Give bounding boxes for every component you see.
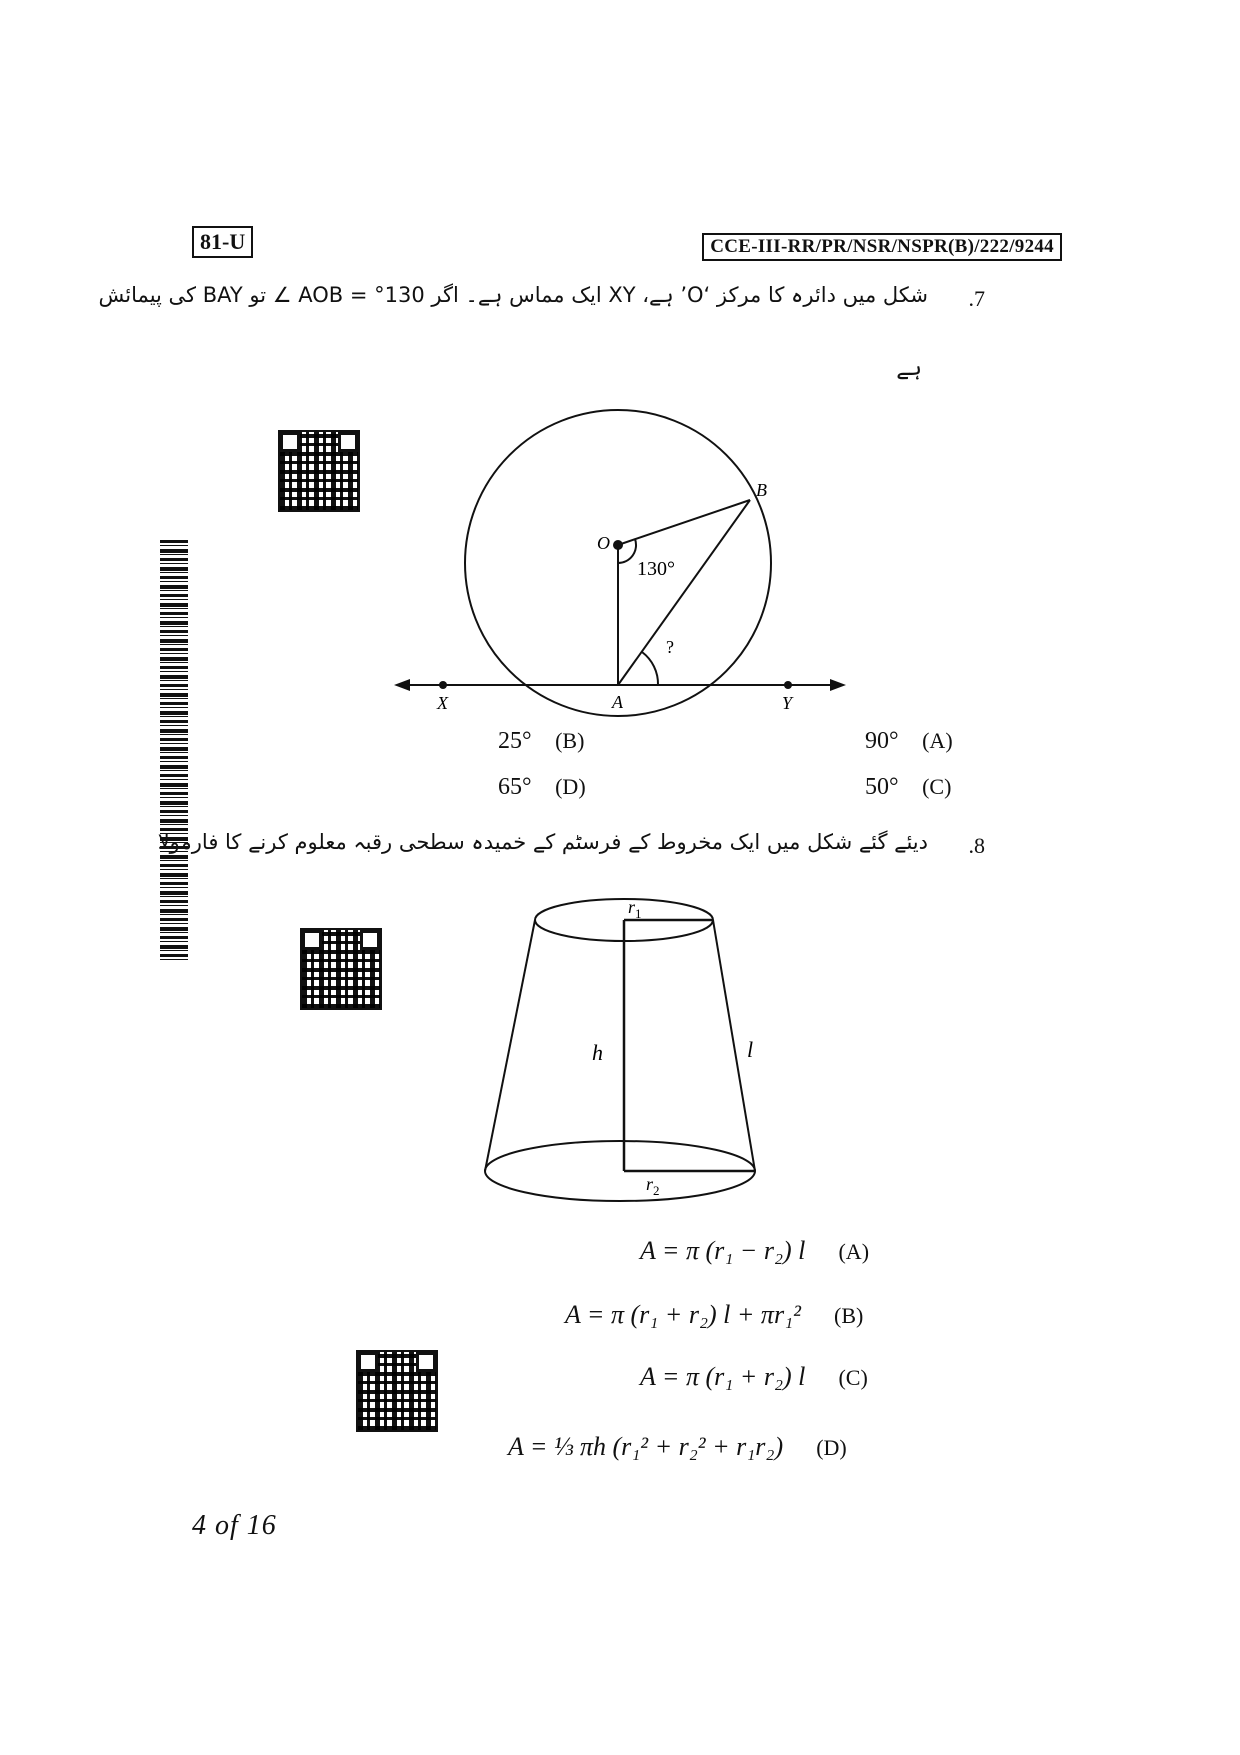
q7-option-c[interactable] — [865, 774, 951, 801]
label-r1: $r_1$ — [628, 897, 642, 921]
page-number: 4 of 16 — [192, 1510, 277, 1541]
q8-frustum-figure — [470, 885, 770, 1215]
q8-text: دیئے گئے شکل میں ایک مخروط کے فرسٹم کے خمیدہ سطحی رقبہ معلوم کرنے کا فارمولا — [157, 830, 928, 854]
q8-option-a-label: (A) — [838, 1239, 870, 1264]
label-unknown-angle: ? — [666, 637, 674, 657]
left-slant-side — [485, 920, 535, 1171]
label-y: Y — [782, 693, 793, 713]
q7-option-d[interactable] — [498, 774, 586, 801]
label-h: h — [592, 1040, 603, 1065]
q8-option-b-label: (B) — [834, 1303, 864, 1328]
q7-circle-figure — [380, 395, 860, 725]
centre-o — [613, 540, 623, 550]
chord-ab — [618, 500, 750, 685]
q7-option-a[interactable] — [865, 728, 953, 755]
q8-option-a[interactable] — [640, 1236, 869, 1266]
q7-option-b[interactable] — [498, 728, 584, 755]
label-x: X — [437, 693, 448, 713]
q7-option-d-label: (D) — [555, 774, 586, 799]
q7-option-b-value: 25° — [498, 728, 532, 754]
radius-ob — [618, 500, 750, 545]
label-a: A — [612, 692, 623, 712]
paper-code: 81-U — [192, 226, 253, 258]
q8-option-d-label: (D) — [816, 1435, 847, 1460]
q8-option-a-formula: A = π (r₁ − r₂) l — [640, 1236, 806, 1265]
q7-text-line1: شکل میں دائرہ کا مرکز ‘O’ ہے، XY ایک مماس ہے۔ اگر 130° = AOB ∠ تو BAY کی پیمائش — [98, 283, 928, 307]
qr-code-2 — [302, 930, 380, 1008]
q8-number: .8 — [968, 833, 985, 858]
point-y — [784, 681, 792, 689]
q8-option-d[interactable] — [508, 1432, 847, 1462]
label-r2: $r_2$ — [646, 1174, 660, 1198]
label-o: O — [597, 533, 610, 553]
q8-option-c-label: (C) — [838, 1365, 868, 1390]
q7-option-c-value: 50° — [865, 774, 899, 800]
point-x — [439, 681, 447, 689]
q7-option-a-label: (A) — [922, 728, 953, 753]
q7-option-a-value: 90° — [865, 728, 899, 754]
q8-option-c[interactable] — [640, 1362, 868, 1392]
left-arrow-icon — [394, 679, 410, 691]
barcode-strip — [160, 540, 188, 962]
right-arrow-icon — [830, 679, 846, 691]
q8-option-b[interactable] — [565, 1300, 863, 1330]
q8-option-c-formula: A = π (r₁ + r₂) l — [640, 1362, 806, 1391]
q8-option-d-formula: A = ⅓ πh (r₁² + r₂² + r₁r₂) — [508, 1432, 784, 1461]
q7-number: .7 — [968, 286, 985, 311]
label-b: B — [756, 480, 767, 500]
label-l: l — [747, 1037, 754, 1062]
angle-bay-arc — [642, 652, 658, 685]
exam-code: CCE-III-RR/PR/NSR/NSPR(B)/222/9244 — [702, 233, 1062, 261]
q7-option-c-label: (C) — [922, 774, 952, 799]
q7-text-line2: ہے — [896, 356, 922, 381]
qr-code-1 — [280, 432, 358, 510]
q7-option-d-value: 65° — [498, 774, 532, 800]
qr-code-3 — [358, 1352, 436, 1430]
q8-option-b-formula: A = π (r₁ + r₂) l + πr₁² — [565, 1300, 801, 1329]
q7-option-b-label: (B) — [555, 728, 585, 753]
label-angle-130: 130° — [637, 558, 675, 580]
